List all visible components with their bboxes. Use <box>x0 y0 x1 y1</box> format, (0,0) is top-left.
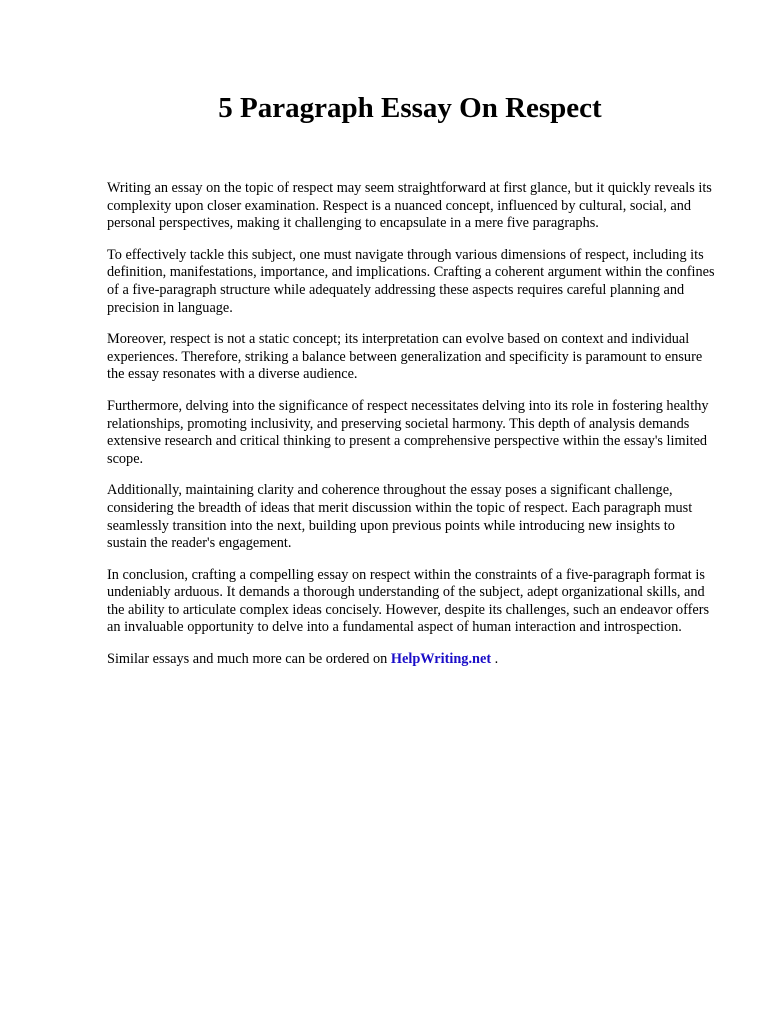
essay-paragraph-2: To effectively tackle this subject, one must navigate through various dimensions of respect, including its definition, manifestations, importance, and implications. Crafting a coherent argument within the confines of a five-paragraph structure while adequately addressing these aspects requires careful planning and precision in language. <box>107 246 715 316</box>
helpwriting-link[interactable]: HelpWriting.net <box>390 651 492 668</box>
closing-line <box>107 651 715 669</box>
essay-paragraph-5: Additionally, maintaining clarity and coherence throughout the essay poses a significant challenge, considering the breadth of ideas that merit discussion within the topic of respect. Each paragraph must seamlessly transition into the next, building upon previous points while introducing new insights to sustain the reader's engagement. <box>107 482 693 552</box>
essay-paragraph-1: Writing an essay on the topic of respect may seem straightforward at first glance, but it quickly reveals its complexity upon closer examination. Respect is a nuanced concept, influenced by cultural, social, and personal perspectives, making it challenging to encapsulate in a mere five paragraphs. <box>107 180 712 232</box>
closing-suffix: . <box>491 651 499 668</box>
page-title: 5 Paragraph Essay On Respect <box>218 92 602 124</box>
essay-body <box>107 180 715 683</box>
closing-prefix: Similar essays and much more can be ordered on <box>107 651 391 668</box>
essay-paragraph-4: Furthermore, delving into the significance of respect necessitates delving into its role in fostering healthy relationships, promoting inclusivity, and preserving societal harmony. This depth of analysis demands extensive research and critical thinking to present a comprehensive perspective within the essay's limited scope. <box>107 397 709 467</box>
essay-paragraph-6: In conclusion, crafting a compelling essay on respect within the constraints of a five-paragraph format is undeniably arduous. It demands a thorough understanding of the subject, adept organizational skills, and the ability to articulate complex ideas concisely. However, despite its challenges, such an endeavor offers an invaluable opportunity to delve into a fundamental aspect of human interaction and introspection. <box>107 566 710 636</box>
essay-paragraph-3: Moreover, respect is not a static concept; its interpretation can evolve based on context and individual experiences. Therefore, striking a balance between generalization and specificity is paramount to ensure the essay resonates with a diverse audience. <box>107 331 703 383</box>
